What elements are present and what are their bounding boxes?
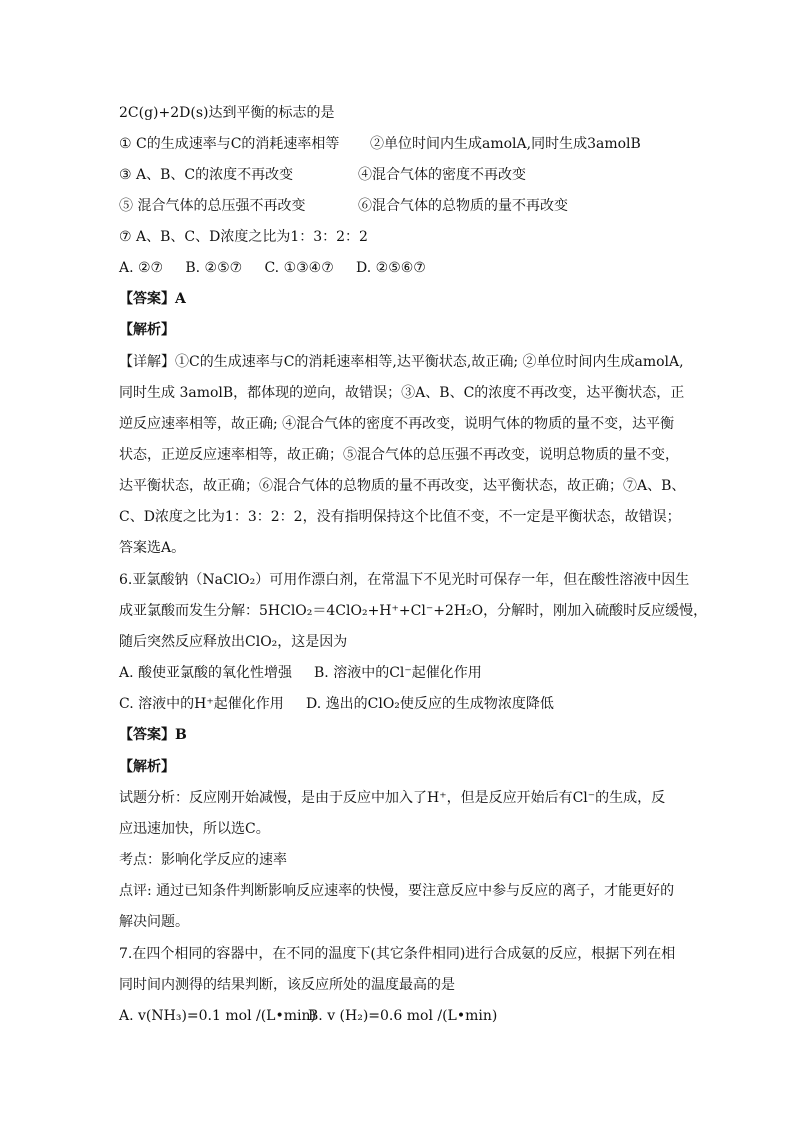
q6-option-c: C. 溶液中的H⁺起催化作用 [119,696,284,712]
q7-stem-line: 同时间内测得的结果判断，该反应所处的温度最高的是 [119,977,455,993]
q6-analysis-title: 【解析】 [119,759,175,775]
q5-item-3: ③ A、B、C的浓度不再改变 [119,167,294,183]
q5-item-7: ⑦ A、B、C、D浓度之比为1：3：2：2 [119,229,368,245]
q6-analysis-line: 解决问题。 [119,914,189,930]
q6-analysis-line: 应迅速加快，所以选C。 [119,821,270,837]
q6-option-d: D. 逸出的ClO₂使反应的生成物浓度降低 [306,696,554,712]
q6-stem-line: 成亚氯酸而发生分解：5HClO₂＝4ClO₂+H⁺+Cl⁻+2H₂O，分解时，刚加入硫酸时反应缓慢， [119,603,708,619]
q5-stem: 2C(g)+2D(s)达到平衡的标志的是 [119,105,335,121]
q5-analysis-line: 答案选A。 [119,540,186,556]
q5-analysis-title: 【解析】 [119,322,175,338]
q7-option-a: A. v(NH₃)=0.1 mol /(L•min) [119,1008,316,1024]
q5-analysis-line: 状态，正逆反应速率相等，故正确；⑤混合气体的总压强不再改变，说明总物质的量不变， [119,447,679,463]
q5-answer: 【答案】A [119,291,186,307]
q6-analysis-line: 点评: 通过已知条件判断影响反应速率的快慢，要注意反应中参与反应的离子，才能更好的 [119,883,675,899]
q5-options: A. ②⑦ B. ②⑤⑦ C. ①③④⑦ D. ②⑤⑥⑦ [119,260,426,276]
q5-item-4: ④混合气体的密度不再改变 [358,167,526,183]
q5-analysis-line: C、D浓度之比为1：3：2：2，没有指明保持这个比值不变，不一定是平衡状态，故错误； [119,509,681,525]
q6-stem-line: 6.亚氯酸钠（NaClO₂）可用作漂白剂，在常温下不见光时可保存一年，但在酸性溶液中因生 [119,572,690,588]
q6-option-a: A. 酸使亚氯酸的氧化性增强 [119,665,293,681]
q5-analysis-line: 达平衡状态，故正确；⑥混合气体的总物质的量不再改变，达平衡状态，故正确；⑦A、B、 [119,478,686,494]
q6-answer: 【答案】B [119,727,187,743]
q6-analysis-line: 考点：影响化学反应的速率 [119,852,287,868]
q6-analysis-line: 试题分析：反应刚开始减慢，是由于反应中加入了H⁺，但是反应开始后有Cl⁻的生成，反 [119,790,666,806]
q5-analysis-line: 逆反应速率相等，故正确; ④混合气体的密度不再改变，说明气体的物质的量不变，达平衡 [119,416,675,432]
q5-item-6: ⑥混合气体的总物质的量不再改变 [358,198,568,214]
q5-analysis-line: 【详解】①C的生成速率与C的消耗速率相等,达平衡状态,故正确; ②单位时间内生成amolA, [119,354,684,370]
q5-item-5: ⑤ 混合气体的总压强不再改变 [119,198,306,214]
q7-option-b: B. v (H₂)=0.6 mol /(L•min) [308,1008,498,1024]
q5-item-2: ②单位时间内生成amolA,同时生成3amolB [370,136,641,152]
q6-option-b: B. 溶液中的Cl⁻起催化作用 [314,665,482,681]
q5-analysis-line: 同时生成 3amolB，都体现的逆向，故错误；③A、B、C的浓度不再改变，达平衡状态，正 [119,385,685,401]
q5-item-1: ① C的生成速率与C的消耗速率相等 [119,136,340,152]
q6-stem-line: 随后突然反应释放出ClO₂，这是因为 [119,634,348,650]
q7-stem-line: 7.在四个相同的容器中，在不同的温度下(其它条件相同)进行合成氨的反应，根据下列在相 [119,946,676,962]
